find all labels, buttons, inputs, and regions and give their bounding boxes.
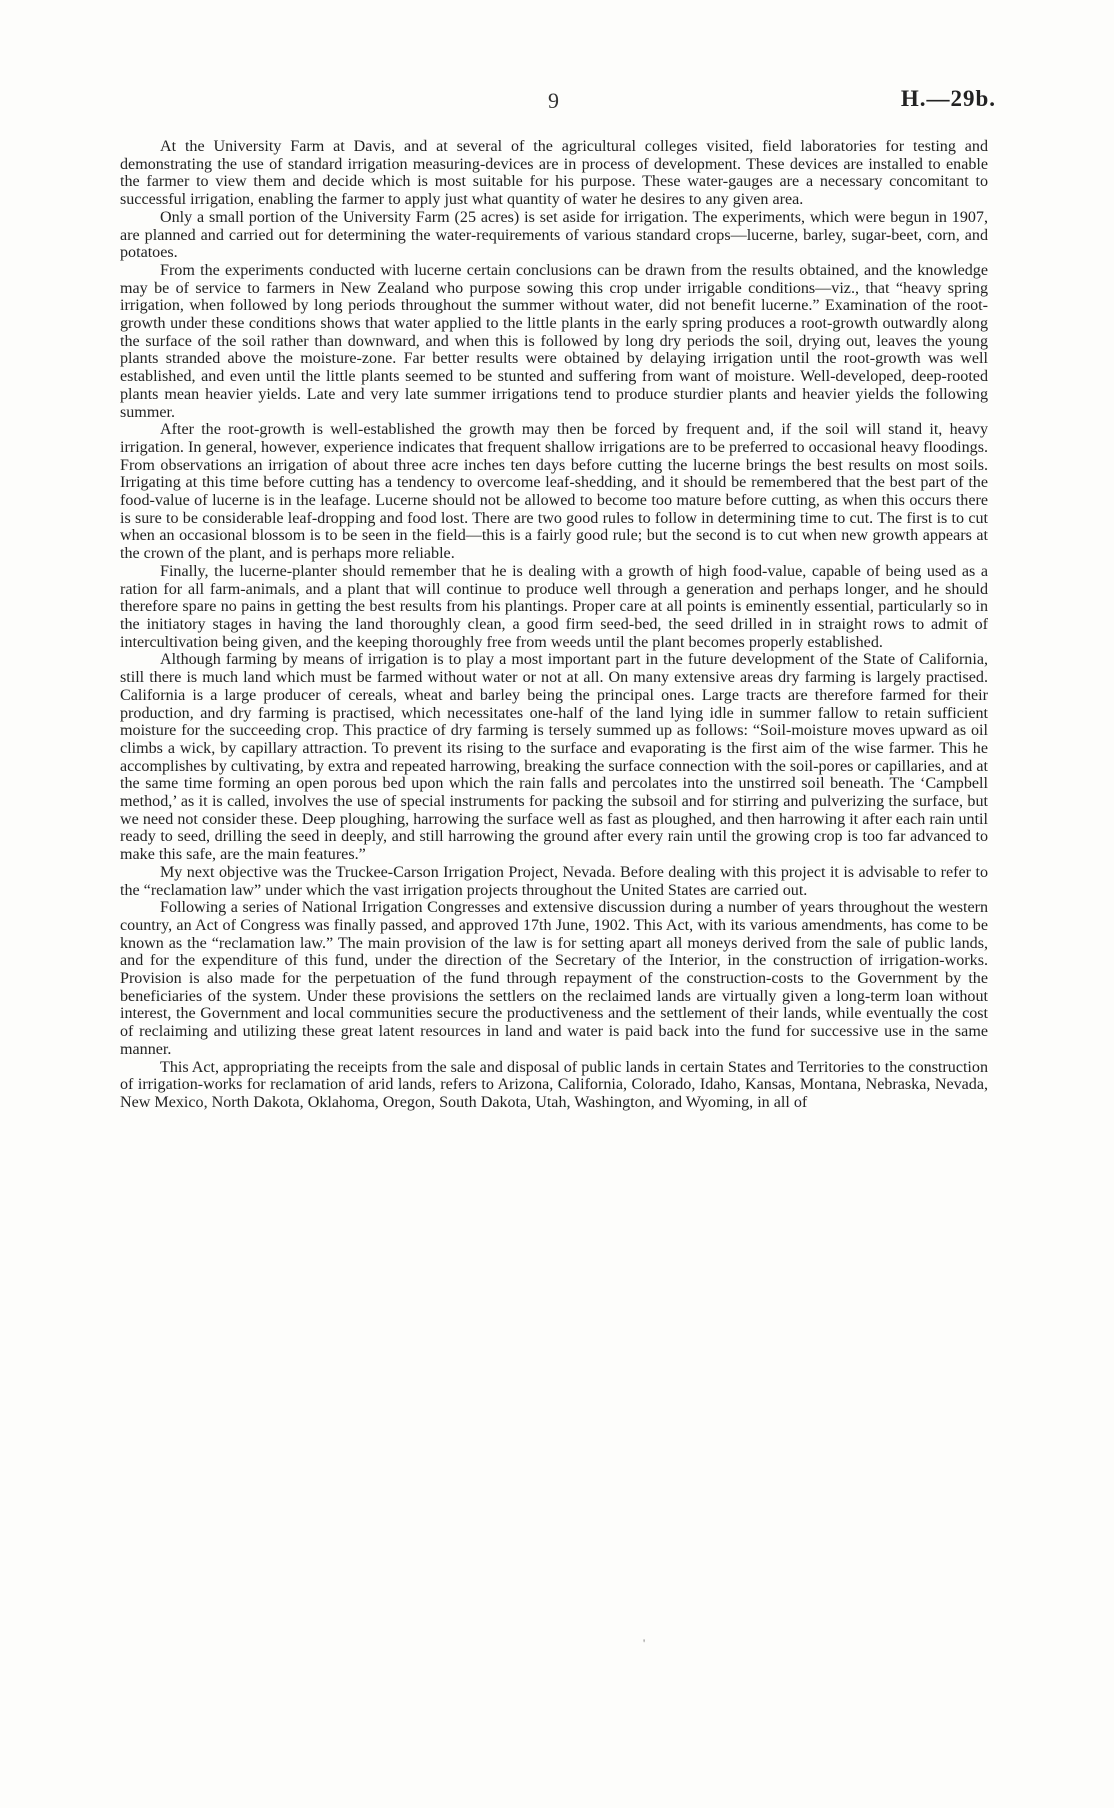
- paragraph-reclamation-law: Following a series of National Irrigation Congresses and extensive discussion during a number of years throughout the western country, an Act of Congress was finally passed, and approved 17th June, 1902. This Act, with its various amendments, has come to be known as the “reclamation law.” The main provision of the law is for setting apart all moneys derived from the sale of public lands, and for the expenditure of this fund, under the direction of the Secretary of the Interior, in the construction of irrigation-works. Provision is also made for the perpetuation of the fund through repayment of the construction-costs to the Government by the beneficiaries of the system. Under these provisions the settlers on the reclaimed lands are virtually given a long-term loan without interest, the Government and local communities secure the productiveness and the settlement of their lands, while eventually the cost of reclaiming and utilizing these great latent resources in land and water is paid back into the fund for successive use in the same manner.: [120, 899, 988, 1058]
- paragraph-university-farm: Only a small portion of the University Farm (25 acres) is set aside for irrigation. The experiments, which were begun in 1907, are planned and carried out for determining the water-requirements of various standard crops—lucerne, barley, sugar-beet, corn, and potatoes.: [120, 208, 988, 262]
- paragraph-act-states: This Act, appropriating the receipts from the sale and disposal of public lands in certain States and Territories to the construction of irrigation-works for reclamation of arid lands, refers to Arizona, California, Colorado, Idaho, Kansas, Montana, Nebraska, Nevada, New Mexico, North Dakota, Oklahoma, Oregon, South Dakota, Utah, Washington, and Wyoming, in all of: [120, 1058, 988, 1111]
- paragraph-root-growth: After the root-growth is well-established the growth may then be forced by frequent and, if the soil will stand it, heavy irrigation. In general, however, experience indicates that frequent shallow irrigations are to be preferred to occasional heavy floodings. From observations an irrigation of about three acre inches ten days before cutting the lucerne brings the best results on most soils. Irrigating at this time before cutting has a tendency to overcome leaf-shedding, and it should be remembered that the best part of the food-value of lucerne is in the leafage. Lucerne should not be allowed to become too mature before cutting, as when this occurs there is sure to be considerable leaf-dropping and food lost. There are two good rules to follow in determining time to cut. The first is to cut when an occasional blossom is to be seen in the field—this is a fairly good rule; but the second is to cut when new growth appears at the crown of the plant, and is perhaps more reliable.: [120, 421, 988, 563]
- page-number: 9: [548, 88, 559, 113]
- paragraph-lucerne-planter: Finally, the lucerne-planter should remember that he is dealing with a growth of high food-value, capable of being used as a ration for all farm-animals, and a plant that will continue to produce well through a generation and perhaps longer, and he should therefore spare no pains in getting the best results from his plantings. Proper care at all points is eminently essential, particularly so in the initiatory stages in having the land thoroughly clean, a good firm seed-bed, the seed drilled in in straight rows to admit of intercultivation being given, and the keeping thoroughly free from weeds until the plant becomes properly established.: [120, 562, 988, 651]
- paragraph-lucerne-experiments: From the experiments conducted with lucerne certain conclusions can be drawn from the results obtained, and the knowledge may be of service to farmers in New Zealand who purpose sowing this crop under irrigable conditions—viz., that “heavy spring irrigation, when followed by long periods throughout the summer without water, did not benefit lucerne.” Examination of the root-growth under these conditions shows that water applied to the little plants in the early spring produces a root-growth outwardly along the surface of the soil rather than downward, and when this is followed by long dry periods the soil, drying out, leaves the young plants stranded above the moisture-zone. Far better results were obtained by delaying irrigation until the root-growth was well established, and even until the little plants seemed to be stunted and suffering from want of moisture. Well-developed, deep-rooted plants mean heavier yields. Late and very late summer irrigations tend to produce sturdier plants and heavier yields the following summer.: [120, 261, 988, 421]
- paragraph-dry-farming: Although farming by means of irrigation is to play a most important part in the future development of the State of California, still there is much land which must be farmed without water or not at all. On many extensive areas dry farming is largely practised. California is a large producer of cereals, wheat and barley being the principal ones. Large tracts are therefore farmed for their production, and dry farming is practised, which necessitates one-half of the land lying idle in summer fallow to retain sufficient moisture for the succeeding crop. This practice of dry farming is tersely summed up as follows: “Soil-moisture moves upward as oil climbs a wick, by capillary attraction. To prevent its rising to the surface and evaporating is the first aim of the wise farmer. This he accomplishes by cultivating, by extra and repeated harrowing, breaking the surface connection with the soil-pores or capillaries, and at the same time forming an open porous bed upon which the rain falls and percolates into the unstirred soil beneath. The ‘Campbell method,’ as it is called, involves the use of special instruments for packing the subsoil and for stirring and pulverizing the surface, but we need not consider these. Deep ploughing, harrowing the surface well as fast as ploughed, and then harrowing it after each rain until ready to seed, drilling the seed in deeply, and still harrowing the ground after every rain until the growing crop is too far advanced to make this safe, are the main features.”: [120, 651, 988, 864]
- document-reference: H.—29b.: [900, 86, 996, 111]
- footer-mark: ': [643, 1636, 646, 1650]
- paragraph-field-laboratories: At the University Farm at Davis, and at several of the agricultural colleges visited, field laboratories for testing and demonstrating the use of standard irrigation measuring-devices are in process of development. These devices are installed to enable the farmer to view them and decide which is most suitable for his purpose. These water-gauges are a necessary concomitant to successful irrigation, enabling the farmer to apply just what quantity of water he desires to any given area.: [120, 138, 988, 209]
- body-text: [120, 138, 988, 1112]
- paragraph-truckee-carson: My next objective was the Truckee-Carson Irrigation Project, Nevada. Before dealing with this project it is advisable to refer to the “reclamation law” under which the vast irrigation projects throughout the United States are carried out.: [120, 863, 988, 899]
